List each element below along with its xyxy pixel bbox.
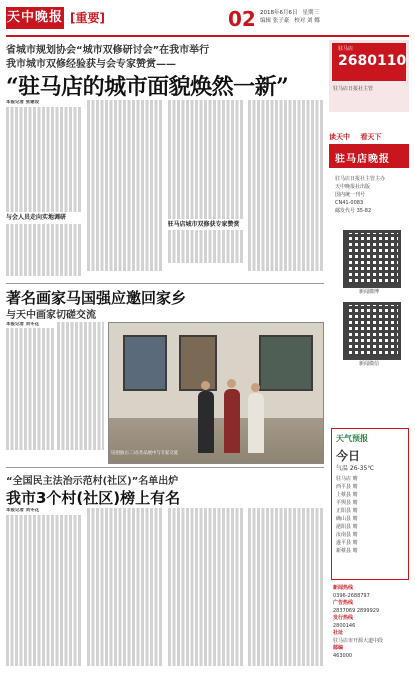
weather-item: 驻马店 晴 bbox=[336, 476, 358, 482]
gallery-photo bbox=[108, 322, 324, 464]
contact-label: 社址 bbox=[333, 630, 344, 636]
ad-text: 驻马店日报社主管 bbox=[333, 86, 374, 92]
weather-today: 今日 bbox=[336, 449, 361, 463]
art-subheadline: 与天中画家切磋交流 bbox=[6, 310, 96, 321]
lead-byline: 本报记者 张建设 bbox=[6, 100, 40, 105]
masthead bbox=[6, 5, 409, 37]
weather-item: 新蔡县 晴 bbox=[336, 548, 358, 554]
lead-col-3 bbox=[168, 100, 244, 280]
ad-badge-small: 驻马店 bbox=[338, 46, 354, 52]
ad-badge bbox=[332, 43, 406, 81]
contact-value: 463000 bbox=[333, 652, 353, 659]
info-line: 国内统一刊号 bbox=[335, 192, 366, 198]
lead-col-4 bbox=[248, 100, 324, 280]
info-line: 邮发代号 35-82 bbox=[335, 208, 372, 214]
rural-byline: 本报记者 刘冬花 bbox=[6, 508, 40, 513]
rural-body bbox=[6, 508, 324, 673]
right-nav bbox=[329, 132, 409, 142]
weather-item: 西平县 晴 bbox=[336, 484, 358, 490]
section-tag: [重要] bbox=[70, 11, 105, 25]
art-col-1 bbox=[6, 322, 54, 450]
weather-item: 确山县 晴 bbox=[336, 516, 358, 522]
proofreader-credit: 校对 刘 娜 bbox=[294, 18, 320, 24]
info-line: CN41-0083 bbox=[335, 200, 364, 206]
lead-col-1 bbox=[6, 100, 82, 280]
weather-list bbox=[336, 475, 358, 555]
weather-item: 遂平县 晴 bbox=[336, 540, 358, 546]
rural-col-3 bbox=[168, 508, 244, 673]
lead-headline: “驻马店的城市面貌焕然一新” bbox=[6, 74, 289, 100]
contact-value: 驻马店市开源大道中段 bbox=[333, 637, 384, 644]
contact-label: 发行热线 bbox=[333, 615, 354, 621]
contact-value: 0396-2688797 bbox=[333, 592, 370, 599]
issue-date: 2018年6月6日 bbox=[260, 10, 298, 16]
rural-col-4 bbox=[248, 508, 324, 673]
contact-info bbox=[333, 585, 407, 660]
contact-label: 邮编 bbox=[333, 645, 344, 651]
qr-caption-wechat: 新闻微信 bbox=[358, 361, 379, 367]
rural-col-2 bbox=[87, 508, 163, 673]
contact-label: 广告热线 bbox=[333, 600, 354, 606]
nav-see-world: 看天下 bbox=[360, 133, 382, 141]
info-line: 驻马店日报社主管主办 bbox=[335, 176, 386, 182]
weather-item: 平舆县 晴 bbox=[336, 500, 358, 506]
weather-item: 汝南县 晴 bbox=[336, 532, 358, 538]
weather-item: 泌阳县 晴 bbox=[336, 524, 358, 530]
weather-box bbox=[331, 428, 409, 580]
divider bbox=[6, 283, 324, 284]
ad-block bbox=[329, 40, 409, 112]
art-body bbox=[6, 322, 104, 450]
weather-title: 天气预报 bbox=[336, 434, 368, 443]
qr-caption-weibo: 新闻微博 bbox=[358, 289, 379, 295]
info-line: 天中晚报社出版 bbox=[335, 184, 371, 190]
contact-label: 新闻热线 bbox=[333, 585, 354, 591]
contact-value: 2800146 bbox=[333, 622, 356, 629]
ad-badge-number: 2680110 bbox=[338, 53, 407, 69]
rural-headline: 我市3个村(社区)榜上有名 bbox=[6, 489, 181, 507]
lead-body bbox=[6, 100, 324, 280]
art-headline: 著名画家马国强应邀回家乡 bbox=[6, 289, 187, 307]
contact-value: 2837069 2899929 bbox=[333, 607, 380, 614]
divider bbox=[6, 467, 324, 468]
editor-credit: 编辑 张子豪 bbox=[260, 18, 290, 24]
masthead-meta bbox=[260, 9, 410, 25]
photo-caption: 马国强(右二)在作品展中与专家交流 bbox=[110, 451, 178, 456]
rural-kicker: “全国民主法治示范村(社区)”名单出炉 bbox=[6, 476, 179, 487]
rural-col-1 bbox=[6, 508, 82, 673]
weather-item: 正阳县 晴 bbox=[336, 508, 358, 514]
newspaper-logo: 天中晚报 bbox=[6, 7, 64, 29]
paper-name-bar bbox=[329, 144, 409, 168]
weather-item: 上蔡县 晴 bbox=[336, 492, 358, 498]
lead-kicker-2: 我市城市双修经验获与会专家赞赏—— bbox=[6, 59, 176, 70]
qr-code-weibo bbox=[343, 230, 401, 288]
lead-col-2 bbox=[87, 100, 163, 280]
nav-read-tianzhong: 读天中 bbox=[329, 133, 350, 141]
lead-kicker: 省城市规划协会“城市双修研讨会”在我市举行 bbox=[6, 45, 210, 56]
art-byline: 本报记者 刘冬花 bbox=[6, 322, 40, 327]
art-col-2 bbox=[57, 322, 105, 450]
publication-info bbox=[335, 175, 407, 215]
lead-subhead-1: 与会人员走向实地调研 bbox=[6, 214, 67, 222]
right-rail bbox=[329, 40, 409, 673]
qr-code-wechat bbox=[343, 302, 401, 360]
weather-temp: 气温 26-35℃ bbox=[336, 465, 375, 472]
issue-weekday: 星期三 bbox=[302, 10, 320, 16]
lead-subhead-2: 驻马店城市双修获专家赞赏 bbox=[167, 220, 240, 228]
page-number: 02 bbox=[228, 7, 256, 31]
paper-name: 驻马店晚报 bbox=[335, 154, 390, 165]
